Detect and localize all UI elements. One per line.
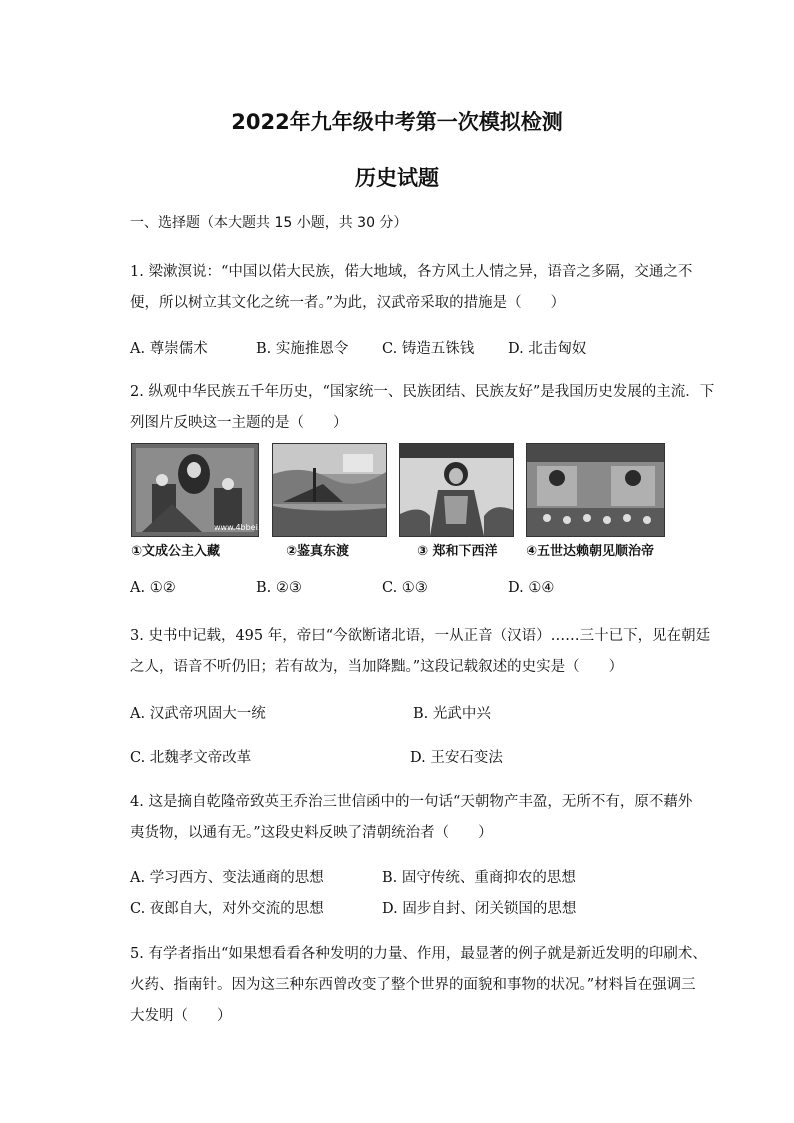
question-3-option-c: C. 北魏孝文帝改革 [130, 750, 252, 766]
question-2-option-d: D. ①④ [508, 580, 555, 596]
image-princess-wencheng [131, 443, 270, 537]
question-3-option-a: A. 汉武帝巩固大一统 [130, 706, 266, 722]
question-4-line-2: 夷货物，以通有无。”这段史料反映了清朝统治者（ ） [130, 825, 493, 841]
question-2-line-2: 列图片反映这一主题的是（ ） [130, 415, 348, 431]
question-2-option-a: A. ①② [130, 580, 176, 596]
question-3-line-1: 3. 史书中记载，495 年，帝曰“今欲断诸北语，一从正音（汉语）……三十已下，见在朝廷 [130, 628, 711, 644]
question-2-option-c: C. ①③ [382, 580, 428, 596]
question-1-option-b: B. 实施推恩令 [256, 341, 349, 357]
exam-subtitle: 历史试题 [355, 166, 439, 190]
question-4-line-1: 4. 这是摘自乾隆帝致英王乔治三世信函中的一句话“天朝物产丰盈，无所不有，原不藉外 [130, 794, 693, 810]
question-5-line-2: 火药、指南针。因为这三种东西曾改变了整个世界的面貌和事物的状况。”材料旨在强调三 [130, 977, 696, 993]
question-3-line-2: 之人，语音不听仍旧；若有故为，当加降黜。”这段记载叙述的史实是（ ） [130, 659, 624, 675]
caption-4: ④五世达赖朝见顺治帝 [526, 544, 655, 559]
section-header: 一、选择题（本大题共 15 小题，共 30 分） [130, 215, 408, 231]
image-zheng-he [399, 443, 514, 537]
question-3-option-b: B. 光武中兴 [413, 706, 491, 722]
caption-2: ②鉴真东渡 [286, 544, 350, 559]
question-2-option-b: B. ②③ [256, 580, 302, 596]
caption-1: ①文成公主入藏 [131, 544, 221, 559]
caption-3: ③ 郑和下西洋 [417, 544, 498, 559]
question-3-option-d: D. 王安石变法 [410, 750, 503, 766]
image-fifth-dalai-lama [526, 443, 665, 537]
exam-title: 2022年九年级中考第一次模拟检测 [231, 110, 563, 134]
question-4-option-a: A. 学习西方、变法通商的思想 [130, 870, 324, 886]
question-5-line-3: 大发明（ ） [130, 1008, 232, 1024]
question-2-line-1: 2. 纵观中华民族五千年历史，“国家统一、民族团结、民族友好”是我国历史发展的主流．下 [130, 384, 715, 400]
question-4-option-c: C. 夜郎自大，对外交流的思想 [130, 901, 324, 917]
question-4-option-b: B. 固守传统、重商抑农的思想 [382, 870, 576, 886]
question-1-option-a: A. 尊崇儒术 [130, 341, 208, 357]
question-5-line-1: 5. 有学者指出“如果想看看各种发明的力量、作用，最显著的例子就是新近发明的印刷术、 [130, 946, 707, 962]
question-1-option-c: C. 铸造五铢钱 [382, 341, 475, 357]
image-jianzhen [272, 443, 387, 537]
question-1-line-2: 便，所以树立其文化之统一者。”为此，汉武帝采取的措施是（ ） [130, 295, 566, 311]
question-1-line-1: 1. 梁漱溟说：“中国以偌大民族，偌大地域，各方风土人情之异，语音之多隔，交通之不 [130, 264, 693, 280]
question-4-option-d: D. 固步自封、闭关锁国的思想 [382, 901, 577, 917]
question-1-option-d: D. 北击匈奴 [508, 341, 587, 357]
watermark-text: www.4bbei.cn [214, 523, 270, 532]
